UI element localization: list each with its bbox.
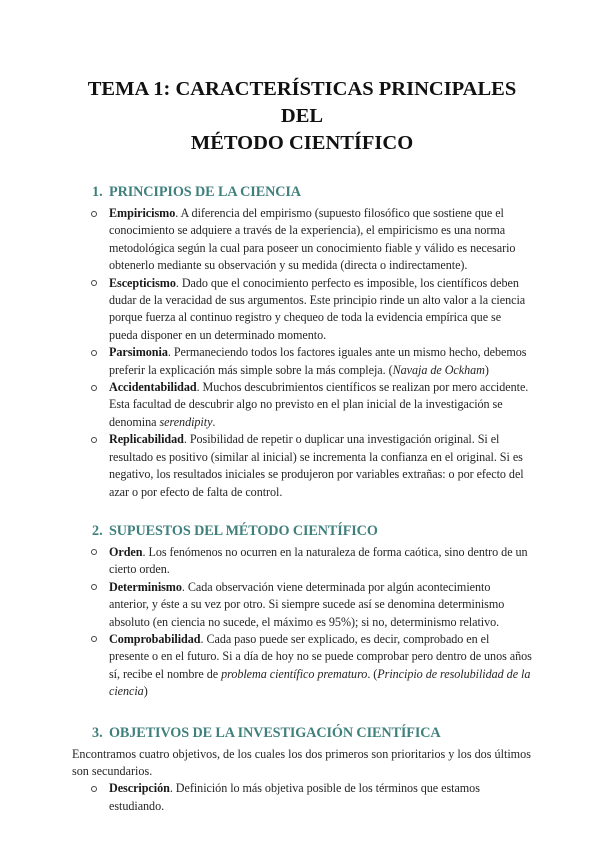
section-heading (92, 522, 532, 540)
definition-middle: . ( (367, 666, 378, 681)
section-title: OBJETIVOS DE LA INVESTIGACIÓN CIENTÍFICA (109, 724, 441, 741)
list-item (72, 579, 532, 631)
term: Empiricismo (109, 206, 176, 220)
hollow-bullet-icon (91, 636, 97, 642)
section-title: PRINCIPIOS DE LA CIENCIA (109, 184, 301, 200)
definition: . Cada observación viene determinada por algún acontecimiento anterior, y éste a su vez por otro. Si siempre sucede así se denomina determinismo absoluto (en ciencia no sucede, el máximo es 95%); si no, determinismo relativo. (109, 579, 505, 629)
definition-end: . (212, 414, 216, 429)
term: Accidentabilidad (109, 380, 197, 395)
term: Orden (109, 544, 143, 559)
section-heading (92, 724, 532, 742)
bullet-list (72, 205, 532, 501)
section-number: 3. (92, 724, 103, 741)
section-title: SUPUESTOS DEL MÉTODO CIENTÍFICO (109, 522, 378, 539)
section-supuestos (72, 522, 532, 701)
hollow-bullet-icon (91, 786, 97, 792)
section-principios (72, 183, 532, 501)
hollow-bullet-icon (91, 385, 97, 391)
list-item (72, 344, 532, 379)
list-item (72, 544, 532, 579)
term: Replicabilidad (109, 432, 184, 447)
list-item (72, 275, 532, 345)
term: Descripción (109, 781, 170, 796)
title-line-2: MÉTODO CIENTÍFICO (190, 132, 414, 154)
list-item (72, 431, 532, 501)
definition-end: ) (143, 684, 148, 699)
list-item (72, 780, 532, 815)
italic-term: problema científico prematuro (221, 666, 368, 681)
hollow-bullet-icon (91, 211, 97, 217)
term: Comprobabilidad (109, 631, 201, 646)
definition: . Los fenómenos no ocurren en la naturaleza de forma caótica, sino dentro de un cierto orden. (109, 544, 528, 577)
section-number: 1. (92, 184, 103, 200)
list-item (72, 205, 532, 275)
italic-term: serendipity (159, 414, 213, 429)
section-heading (92, 183, 532, 201)
definition: . A diferencia del empirismo (supuesto filosófico que sostiene que el conocimiento se adquiere a través de la experiencia), el empiricismo es una norma metodológica según la cual para poseer un conocimiento fiable y válido es necesario obtenerlo mediante su observación y su medida (directa o indirectamente). (109, 206, 516, 273)
term: Determinismo (109, 579, 182, 594)
definition: . Cada paso puede ser explicado, es decir, comprobado en el presente o en el futuro. Si a día de hoy no se puede comprobar pero dentro de unos años sí, recibe el nombre de (109, 631, 532, 681)
definition-end: ) (484, 362, 489, 377)
definition: . Muchos descubrimientos científicos se realizan por mero accidente. Esta facultad de descubrir algo no previsto en el plan inicial de la investigación se denomina (109, 380, 529, 429)
italic-term: Navaja de Ockham (392, 362, 485, 377)
term: Parsimonia (109, 345, 168, 360)
hollow-bullet-icon (91, 280, 97, 286)
document-title (72, 76, 532, 157)
term: Escepticismo (109, 275, 176, 290)
definition: . Dado que el conocimiento perfecto es imposible, los científicos deben dudar de la veracidad de sus argumentos. Este principio rinde un alto valor a la ciencia porque fuerza al continuo registro y chequeo de toda la evidencia empírica que se pueda disponer en un determinado momento. (109, 275, 526, 342)
list-item (72, 379, 532, 431)
definition: . Permaneciendo todos los factores iguales ante un mismo hecho, debemos preferir la explicación más simple sobre la más compleja. ( (109, 345, 527, 377)
bullet-list (72, 544, 532, 701)
hollow-bullet-icon (91, 350, 97, 356)
section-intro: Encontramos cuatro objetivos, de los cuales los dos primeros son prioritarios y los dos últimos son secundarios. (72, 746, 531, 778)
section-number: 2. (92, 522, 103, 539)
bullet-list (72, 780, 532, 815)
hollow-bullet-icon (91, 584, 97, 590)
definition: . Definición lo más objetiva posible de los términos que estamos estudiando. (109, 781, 480, 813)
definition: . Posibilidad de repetir o duplicar una investigación original. Si el resultado es positivo (similar al inicial) se incrementa la confianza en el original. Si es negativo, los resultados iniciales se produjeron por variables extrañas: o por efecto del azar o por efecto de falta de control. (109, 432, 524, 499)
title-line-1: TEMA 1: CARACTERÍSTICAS PRINCIPALES DEL (87, 78, 517, 127)
section-objetivos (72, 724, 532, 816)
italic-principle: Principio de resolubilidad de la ciencia (109, 666, 531, 699)
hollow-bullet-icon (91, 437, 97, 443)
list-item (72, 631, 532, 701)
hollow-bullet-icon (91, 549, 97, 555)
